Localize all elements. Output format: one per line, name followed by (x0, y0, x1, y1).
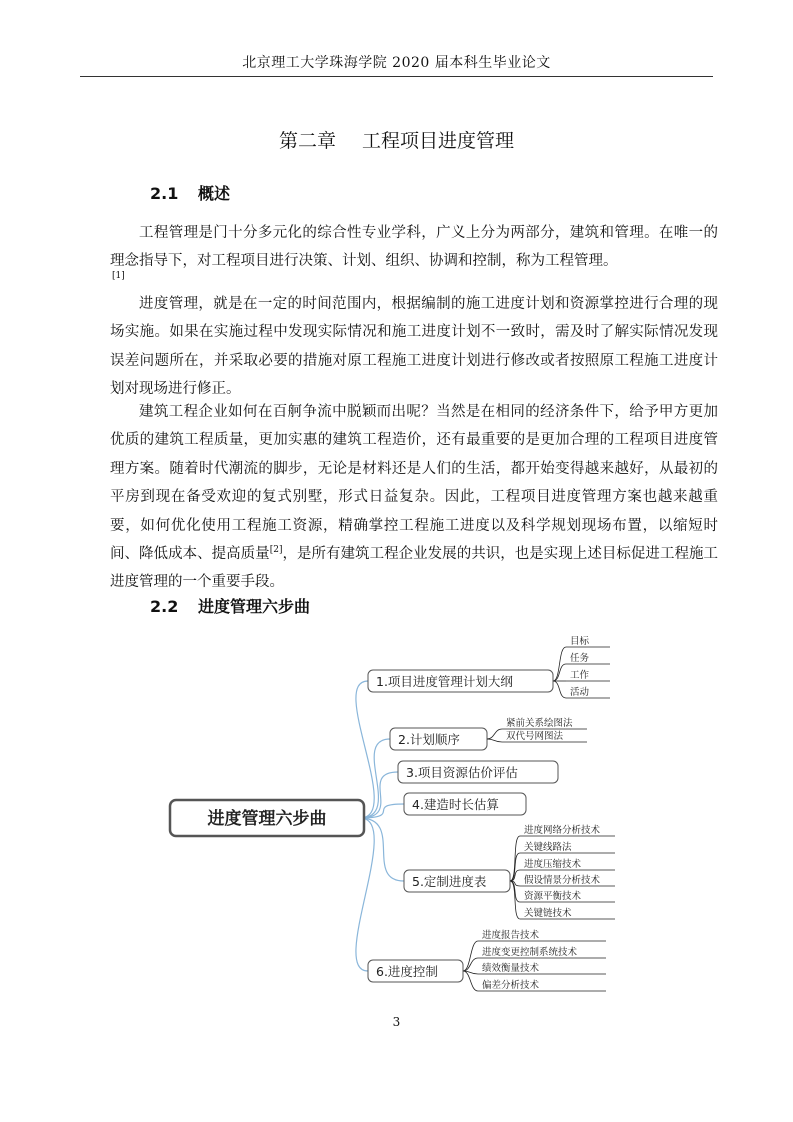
branch-connector (356, 818, 374, 971)
leaf-connector (487, 729, 502, 739)
section-heading-2-2 (150, 594, 310, 617)
branch-connector (356, 681, 374, 818)
mindmap-figure (160, 636, 620, 1008)
leaf-label: 关键线路法 (524, 842, 572, 853)
root-label: 进度管理六步曲 (207, 809, 327, 829)
section-title: 概述 (198, 184, 231, 203)
header-rule (80, 76, 713, 77)
section-heading-2-1 (150, 181, 230, 204)
page-number: 3 (392, 1015, 401, 1029)
paragraph-1: 工程管理是门十分多元化的综合性专业学科，广义上分为两部分，建筑和管理。在唯一的理念指导下，对工程项目进行决策、计划、组织、协调和控制，称为工程管理。 (110, 225, 718, 270)
leaf-label: 关键链技术 (524, 908, 572, 919)
branch-label: 3.项目资源估价评估 (406, 765, 518, 780)
leaf-connector (463, 958, 478, 971)
page-header: 北京理工大学珠海学院 2020 届本科生毕业论文 (242, 55, 551, 71)
leaf-connector (510, 870, 520, 881)
paragraph-3-text-a: 建筑工程企业如何在百舸争流中脱颖而出呢？当然是在相同的经济条件下，给予甲方更加优质的建筑工程质量，更加实惠的建筑工程造价，还有最重要的是更加合理的工程项目进度管理方案。随着时代潮流的脚步，无论是材料还是人们的生活，都开始变得越来越好，从最初的平房到现在备受欢迎的复式别墅，形式日益复杂。因此，工程项目进度管理方案也越来越重要，如何优化使用工程施工资源，精确掌控工程施工进度以及科学规划现场布置，以缩短时间、降低成本、提高质量 (110, 404, 718, 563)
leaf-connector (553, 681, 566, 698)
leaf-label: 进度报告技术 (482, 930, 540, 941)
leaf-connector (487, 739, 502, 742)
paragraph-3-text-b: ，是所有建筑工程企业发展的共识，也是实现上述目标促进工程施工进度管理的一个重要手段。 (110, 546, 718, 591)
branch-connector (360, 818, 404, 881)
leaf-label: 绩效衡量技术 (482, 963, 540, 974)
section-number: 2.1 (150, 184, 179, 203)
leaf-label: 资源平衡技术 (524, 891, 582, 902)
branch-label: 4.建造时长估算 (412, 797, 499, 812)
chapter-title (0, 126, 793, 153)
leaf-label: 紧前关系绘图法 (506, 718, 573, 729)
paragraph-3 (110, 398, 718, 597)
section-number: 2.2 (150, 597, 179, 616)
branch-label: 1.项目进度管理计划大纲 (376, 674, 513, 689)
leaf-label: 工作 (570, 670, 590, 681)
branch-label: 5.定制进度表 (412, 874, 487, 889)
branch-connector (360, 772, 398, 818)
branch-label: 2.计划顺序 (398, 732, 460, 747)
branch-connector (360, 804, 404, 818)
chapter-name: 工程项目进度管理 (362, 130, 515, 152)
leaf-label: 进度网络分析技术 (524, 825, 601, 836)
leaf-label: 双代号网图法 (506, 731, 564, 742)
citation-2: [2] (269, 545, 283, 556)
leaf-connector (463, 941, 478, 971)
leaf-label: 进度变更控制系统技术 (482, 947, 578, 958)
leaf-label: 偏差分析技术 (482, 980, 540, 991)
leaf-label: 假设情景分析技术 (524, 875, 601, 886)
paragraph-2: 进度管理，就是在一定的时间范围内，根据编制的施工进度计划和资源掌控进行合理的现场实施。如果在实施过程中发现实际情况和施工进度计划不一致时，需及时了解实际情况发现误差问题所在，并采取必要的措施对原工程施工进度计划进行修改或者按照原工程施工进度计划对现场进行修正。 (110, 296, 718, 398)
leaf-label: 任务 (570, 653, 590, 664)
chapter-number: 第二章 (278, 130, 336, 152)
citation-1: [1] (112, 271, 125, 281)
leaf-label: 目标 (570, 636, 590, 647)
branch-label: 6.进度控制 (376, 964, 438, 979)
section-title: 进度管理六步曲 (198, 597, 311, 616)
leaf-label: 活动 (570, 687, 590, 698)
leaf-connector (510, 881, 520, 919)
leaf-label: 进度压缩技术 (524, 859, 582, 870)
